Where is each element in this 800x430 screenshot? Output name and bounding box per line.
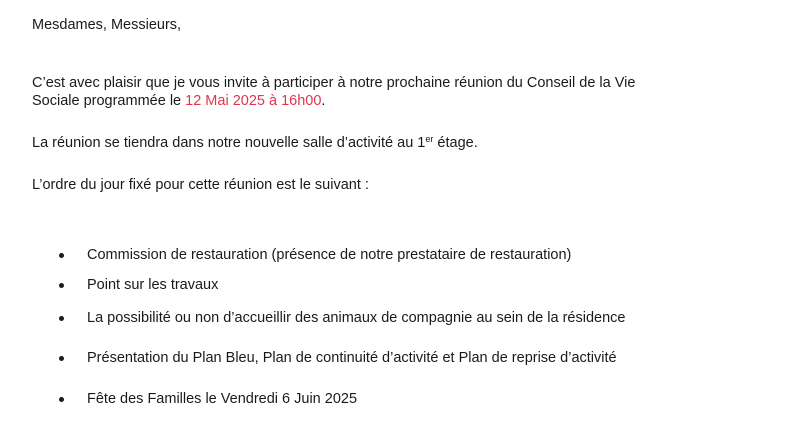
intro-line-2-prefix: Sociale programmée le xyxy=(32,93,186,109)
agenda-item-text: Point sur les travaux xyxy=(87,277,219,293)
bullet-icon xyxy=(59,397,64,402)
intro-line-2-suffix: . xyxy=(321,93,326,109)
bullet-icon xyxy=(59,356,64,361)
bullet-icon xyxy=(59,253,64,258)
agenda-item-text: Fête des Familles le Vendredi 6 Juin 2025 xyxy=(87,391,358,407)
agenda-item-text: Présentation du Plan Bleu, Plan de continuité d’activité et Plan de reprise d’activité xyxy=(87,350,617,366)
agenda-intro: L’ordre du jour fixé pour cette réunion est le suivant : xyxy=(32,177,369,193)
bullet-icon xyxy=(59,283,64,288)
intro-line-1: C’est avec plaisir que je vous invite à participer à notre prochaine réunion du Conseil de la Vie xyxy=(32,75,636,91)
agenda-item-text: Commission de restauration (présence de notre prestataire de restauration) xyxy=(87,247,572,263)
salutation: Mesdames, Messieurs, xyxy=(32,17,182,33)
location-prefix: La réunion se tiendra dans notre nouvelle salle d’activité au 1 xyxy=(32,135,426,151)
location-superscript: er xyxy=(425,134,434,144)
meeting-datetime: 12 Mai 2025 à 16h00 xyxy=(185,93,322,109)
agenda-item-text: La possibilité ou non d’accueillir des animaux de compagnie au sein de la résidence xyxy=(87,310,626,326)
location-suffix: étage. xyxy=(433,135,478,151)
intro-line-2 xyxy=(32,92,325,110)
location-line xyxy=(32,134,478,152)
bullet-icon xyxy=(59,316,64,321)
